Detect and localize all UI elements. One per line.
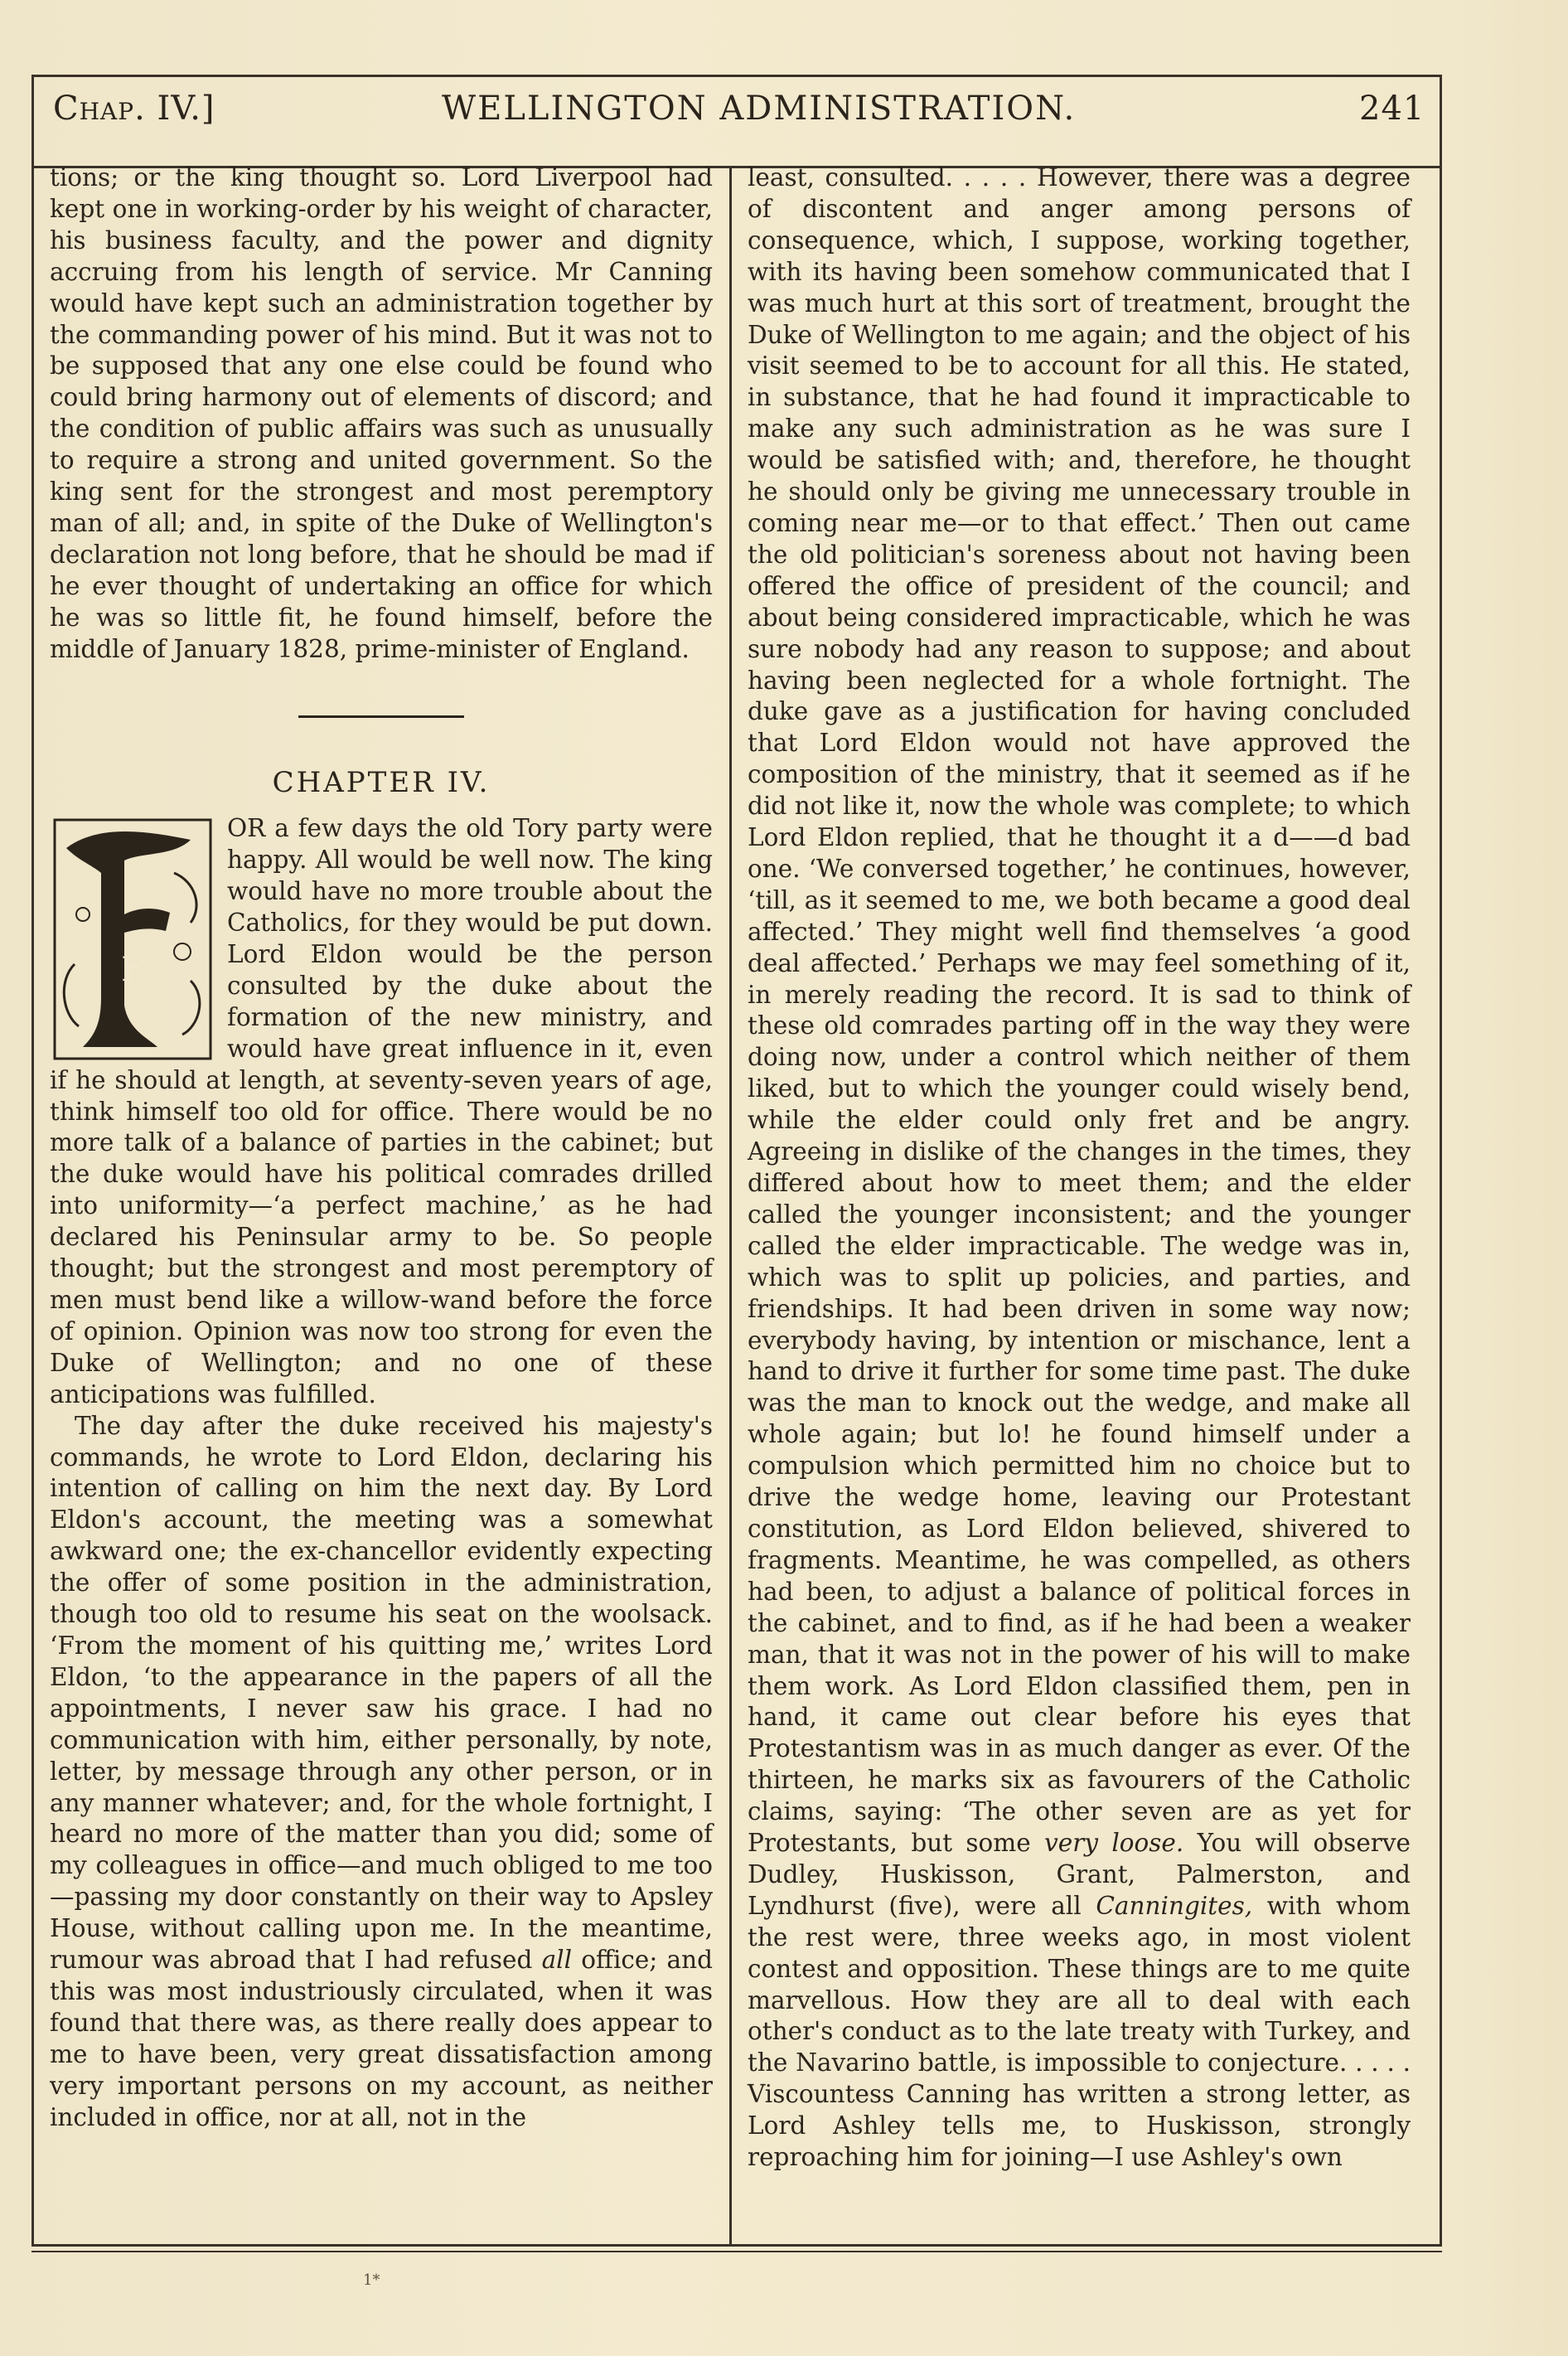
ornamental-dropcap-icon	[50, 815, 215, 1064]
chapter-reference: Chap. IV.]	[53, 90, 215, 128]
page-number: 241	[1359, 90, 1425, 128]
paragraph-continued: least, consulted. . . . . However, there was a degree of discontent and anger among persons of consequence, which, I suppose, working together, with its having been somehow communicated that I was much hurt at this sort of treatment, brought the Duke of Wellington to me again; and the object of his visit seemed to be to account for all this. He stated, in substance, that he had found it impracticable to make any such administration as he was sure I would be satisfied with; and, therefore, he thought he should only be giving me unnecessary trouble in coming near me—or to that effect.’ Then out came the old politician's soreness about not having been offered the office of president of the council; and about being considered impracticable, which he was sure nobody had any reason to suppose; and about having been neglected for a whole fortnight. The duke gave as a justification for having concluded that Lord Eldon would not have approved the composition of the ministry, that it seemed as if he did not like it, now the whole was complete; to which Lord Eldon replied, that he thought it a d——d bad one. ‘We conversed together,’ he continues, however, ‘till, as it seemed to me, we both became a good deal affected.’ They might well find themselves ‘a good deal affected.’ Perhaps we may feel something of it, in merely reading the record. It is sad to think of these old comrades parting off in the way they were doing now, under a control which neither of them liked, but to which the younger could wisely bend, while the elder could only fret and be angry. Agreeing in dislike of the changes in the times, they differed about how to meet them; and the elder called the younger inconsistent; and the younger called the elder impracticable. The wedge was in, which was to split up policies, and parties, and friendships. It had been driven in some way now; everybody having, by intention or mischance, lent a hand to drive it further for some time past. The duke was the man to knock out the wedge, and make all whole again; but lo! he found himself under a compulsion which permitted him no choice but to drive the wedge home, leaving our Protestant constitution, as Lord Eldon believed, shivered to fragments. Meantime, he was compelled, as others had been, to adjust a balance of political forces in the cabinet, and to find, as if he had been a weaker man, that it was not in the power of his will to make them work. As Lord Eldon classified them, pen in hand, it came out clear before his eyes that Protestantism was in as much danger as ever. Of the thirteen, he marks six as favourers of the Catholic claims, saying: ‘The other seven are as yet for Protestants, but some very loose. You will observe Dudley, Huskisson, Grant, Palmerston, and Lyndhurst (five), were all Canningites, with whom the rest were, three weeks ago, in most violent contest and opposition. These things are to me quite marvellous. How they are all to deal with each other's conduct as to the late treaty with Turkey, and the Navarino battle, is impossible to conjecture. . . . . Viscountess Canning has written a strong letter, as Lord Ashley tells me, to Huskisson, strongly reproaching him for joining—I use Ashley's own	[748, 163, 1411, 2172]
right-column	[748, 162, 1411, 2174]
chapter-title: CHAPTER IV.	[272, 765, 491, 799]
left-column	[50, 162, 713, 2133]
bottom-rule	[31, 2251, 1442, 2252]
paragraph-chapter-opening: OR a few days the old Tory party were happy. All would be well now. The king would have no more trouble about the Catholics, for they would be put down. Lord Eldon would be the person consulted by the duke about the formation of the new ministry, and would have great influence in it, even if he should at length, at seventy-seven years of age, think himself too old for office. There would be no more talk of a balance of parties in the cabinet; but the duke would have his political comrades drilled into uniformity—‘a perfect machine,’ as he had declared his Peninsular army to be. So people thought; but the strongest and most peremptory of men must bend like a willow-wand before the force of opinion. Opinion was now too strong for even the Duke of Wellington; and no one of these anticipations was fulfilled.	[50, 814, 713, 1408]
paragraph-eldon-account: The day after the duke received his majesty's commands, he wrote to Lord Eldon, declaring his intention of calling on him the next day. By Lord Eldon's account, the meeting was a somewhat awkward one; the ex-chancellor evidently expecting the offer of some position in the administration, though too old to resume his seat on the woolsack. ‘From the moment of his quitting me,’ writes Lord Eldon, ‘to the appearance in the papers of all the appointments, I never saw his grace. I had no communication with him, either personally, by note, letter, by message through any other person, or in any manner whatever; and, for the whole fortnight, I heard no more of the matter than you did; some of my colleagues in office—and much obliged to me too—passing my door constantly on their way to Apsley House, without calling upon me. In the meantime, rumour was abroad that I had refused all office; and this was most industriously circulated, when it was found that there was, as there really does appear to me to have been, very great dissatisfaction among very important persons on my account, as neither included in office, nor at all, not in the	[50, 1411, 713, 2131]
signature-mark: 1*	[363, 2271, 380, 2289]
opening-paragraph	[50, 813, 713, 1410]
paragraph-intro: tions; or the king thought so. Lord Liverpool had kept one in working-order by his weight of character, his business faculty, and the power and dignity accruing from his length of service. Mr Canning would have kept such an administration together by the commanding power of his mind. But it was not to be supposed that any one else could be found who could bring harmony out of elements of discord; and the condition of public affairs was such as unusually to require a strong and united government. So the king sent for the strongest and most peremptory man of all; and, in spite of the Duke of Wellington's declaration not long before, that he should be mad if he ever thought of undertaking an office for which he was so little fit, he found himself, before the middle of January 1828, prime-minister of England.	[50, 163, 713, 663]
running-title: WELLINGTON ADMINISTRATION.	[442, 90, 1077, 128]
section-separator	[298, 715, 464, 718]
column-divider	[729, 166, 732, 2247]
dropcap-letter: F	[121, 951, 144, 990]
page-edge-stain	[1444, 0, 1568, 2356]
